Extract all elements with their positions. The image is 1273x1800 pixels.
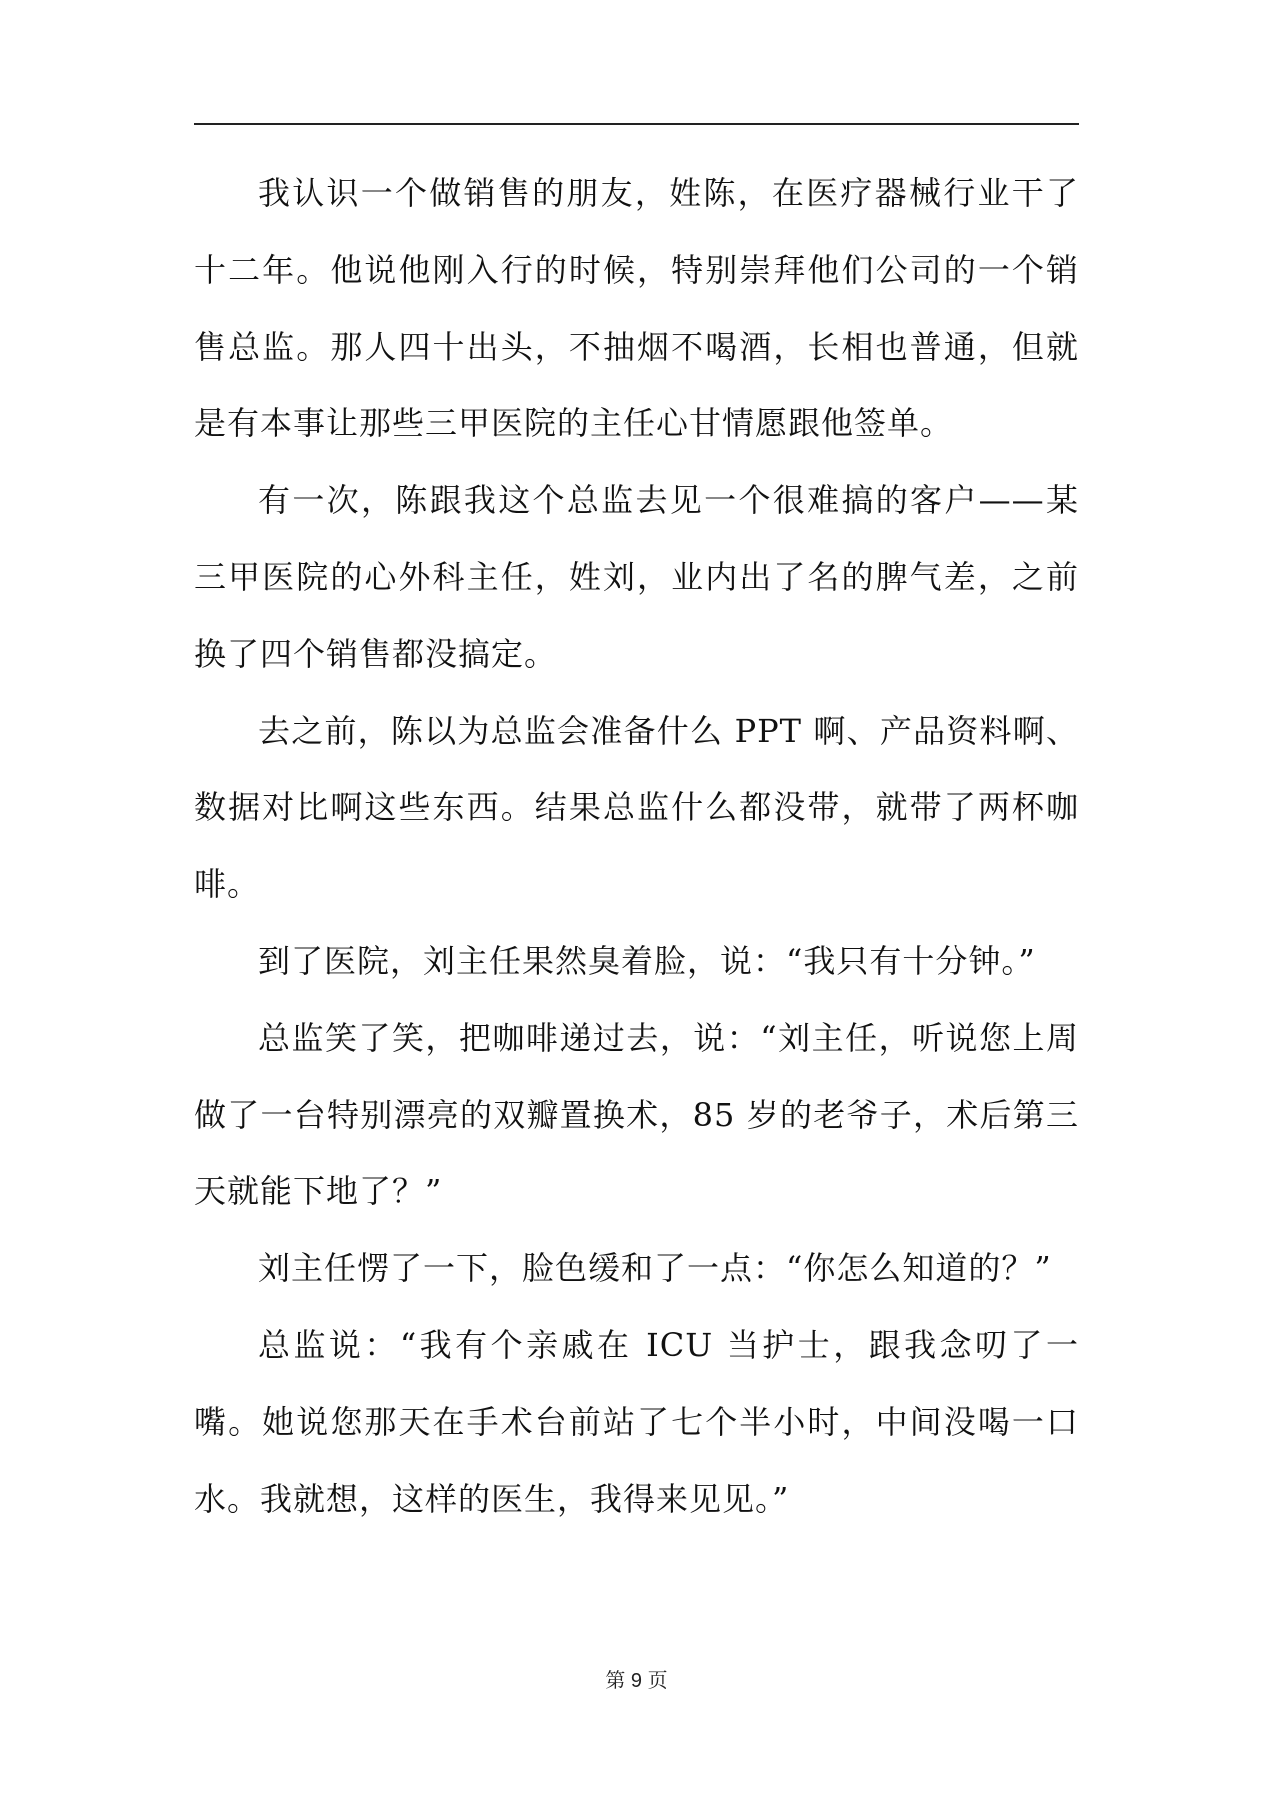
paragraph: 我认识一个做销售的朋友，姓陈，在医疗器械行业干了十二年。他说他刚入行的时候，特别崇拜他们公司的一个销售总监。那人四十出头，不抽烟不喝酒，长相也普通，但就是有本事让那些三甲医院的主任心甘情愿跟他签单。 bbox=[194, 174, 1079, 443]
paragraph: 到了医院，刘主任果然臭着脸，说：“我只有十分钟。” bbox=[258, 941, 1036, 980]
document-body bbox=[194, 155, 1079, 1537]
paragraph: 总监笑了笑，把咖啡递过去，说：“刘主任，听说您上周做了一台特别漂亮的双瓣置换术，85 岁的老爷子，术后第三天就能下地了？” bbox=[194, 1018, 1079, 1211]
paragraph: 刘主任愣了一下，脸色缓和了一点：“你怎么知道的？” bbox=[258, 1249, 1052, 1288]
page-number: 第 9 页 bbox=[605, 1670, 668, 1692]
header-rule bbox=[194, 123, 1079, 125]
paragraph: 去之前，陈以为总监会准备什么 PPT 啊、产品资料啊、数据对比啊这些东西。结果总监什么都没带，就带了两杯咖啡。 bbox=[194, 711, 1079, 904]
paragraph: 有一次，陈跟我这个总监去见一个很难搞的客户——某三甲医院的心外科主任，姓刘，业内出了名的脾气差，之前换了四个销售都没搞定。 bbox=[194, 481, 1079, 673]
paragraph: 总监说：“我有个亲戚在 ICU 当护士，跟我念叨了一嘴。她说您那天在手术台前站了七个半小时，中间没喝一口水。我就想，这样的医生，我得来见见。” bbox=[194, 1325, 1079, 1518]
